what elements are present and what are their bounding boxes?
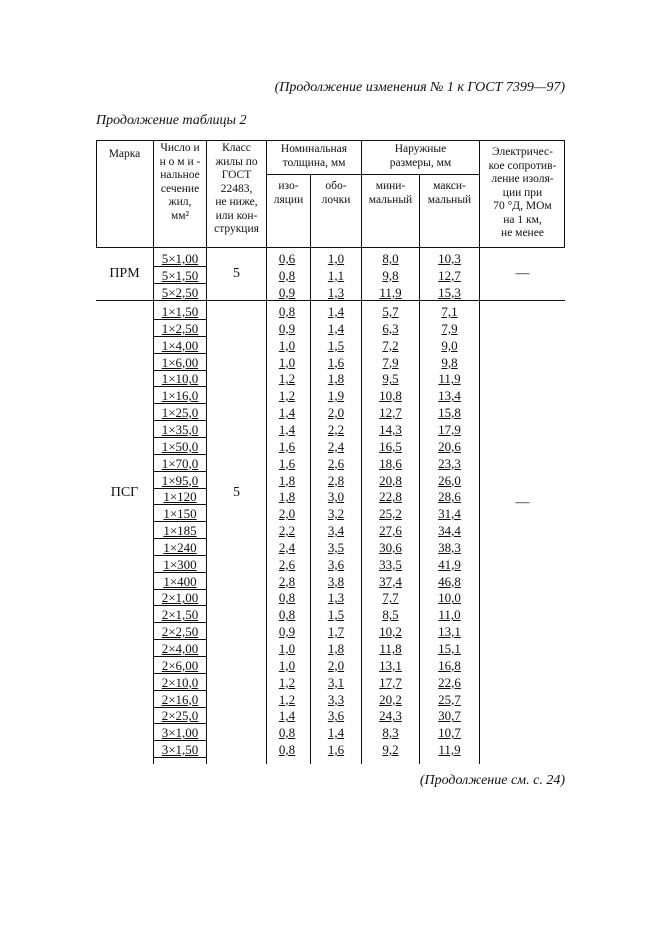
group-mark-prm: ПРМ xyxy=(109,266,140,281)
max-cell: 7,9 xyxy=(441,320,458,336)
table-row xyxy=(96,539,565,556)
sheath-cell: 1,0 xyxy=(327,251,345,266)
cores-cell: 1×6,00 xyxy=(161,354,199,370)
insulation-cell: 0,9 xyxy=(278,284,296,300)
max-cell: 20,6 xyxy=(438,438,461,454)
max-cell: 15,1 xyxy=(438,641,461,656)
min-cell: 8,3 xyxy=(382,725,399,741)
min-cell: 5,7 xyxy=(382,304,399,319)
group-resistance-psg: — xyxy=(515,495,530,510)
sheath-cell: 1,4 xyxy=(327,320,345,336)
min-cell: 8,0 xyxy=(382,251,399,266)
page-footer: (Продолжение см. с. 24) xyxy=(419,773,565,788)
table-row xyxy=(96,573,565,590)
col-header-cores: Число и н о м и - нальное сечение жил, мм² xyxy=(159,142,201,222)
table-row xyxy=(96,404,565,421)
insulation-cell: 1,4 xyxy=(278,708,296,724)
sheath-cell: 2,2 xyxy=(327,421,345,437)
cores-cell: 2×25,0 xyxy=(161,708,199,724)
table-row xyxy=(96,320,565,337)
min-cell: 18,6 xyxy=(379,455,402,471)
min-cell: 6,3 xyxy=(382,320,399,336)
cores-cell: 1×50,0 xyxy=(161,438,199,454)
grid-line xyxy=(96,247,565,248)
max-cell: 46,8 xyxy=(438,573,461,589)
min-cell: 10,8 xyxy=(379,388,402,404)
min-cell: 20,2 xyxy=(379,691,402,707)
col-header-sheath: обо- лочки xyxy=(321,180,351,206)
max-cell: 38,3 xyxy=(438,539,461,555)
cores-cell: 1×35,0 xyxy=(161,421,199,437)
max-cell: 17,9 xyxy=(438,421,461,437)
cores-cell: 2×16,0 xyxy=(161,691,199,707)
cores-cell: 5×1,00 xyxy=(161,251,199,266)
min-cell: 25,2 xyxy=(379,506,402,522)
min-cell: 10,2 xyxy=(379,624,402,640)
table-row xyxy=(96,421,565,438)
cores-cell: 1×16,0 xyxy=(161,388,199,404)
table-row xyxy=(96,337,565,354)
sheath-cell: 1,5 xyxy=(327,337,345,353)
table-row xyxy=(96,724,565,741)
cores-cell: 1×2,50 xyxy=(161,320,199,336)
insulation-cell: 1,0 xyxy=(278,657,296,673)
min-cell: 22,8 xyxy=(379,489,402,505)
cores-cell: 1×185 xyxy=(163,523,197,539)
table-row xyxy=(96,674,565,691)
insulation-cell: 1,2 xyxy=(278,674,296,690)
sheath-cell: 3,5 xyxy=(327,539,345,555)
min-cell: 20,8 xyxy=(379,472,402,488)
insulation-cell: 0,8 xyxy=(278,267,296,283)
page-header: (Продолжение изменения № 1 к ГОСТ 7399—97) xyxy=(274,80,565,95)
table-subtitle: Продолжение таблицы 2 xyxy=(96,113,247,128)
sheath-cell: 3,1 xyxy=(327,674,345,690)
max-cell: 30,7 xyxy=(438,708,461,724)
sheath-cell: 1,4 xyxy=(327,725,345,741)
insulation-cell: 1,8 xyxy=(278,489,296,505)
min-cell: 9,5 xyxy=(382,371,399,387)
group-resistance-prm: — xyxy=(515,266,530,281)
insulation-cell: 1,6 xyxy=(278,438,296,454)
cores-cell: 2×10,0 xyxy=(161,674,199,690)
min-cell: 30,6 xyxy=(379,539,402,555)
sheath-cell: 3,6 xyxy=(327,556,345,572)
cores-cell: 5×2,50 xyxy=(161,284,199,300)
cores-cell: 1×4,00 xyxy=(161,337,199,353)
min-cell: 11,9 xyxy=(379,284,402,300)
cores-cell: 1×10,0 xyxy=(161,371,199,387)
table-row xyxy=(96,691,565,708)
insulation-cell: 0,6 xyxy=(278,251,296,266)
max-cell: 7,1 xyxy=(441,304,458,319)
max-cell: 11,9 xyxy=(438,742,461,758)
cores-cell: 2×1,00 xyxy=(161,590,199,606)
col-header-max: макси- мальный xyxy=(427,180,472,206)
table-row xyxy=(96,267,565,284)
sheath-cell: 2,4 xyxy=(327,438,345,454)
min-cell: 12,7 xyxy=(379,405,402,421)
group-mark-psg: ПСГ xyxy=(110,485,139,500)
sheath-cell: 3,0 xyxy=(327,489,345,505)
sheath-cell: 1,8 xyxy=(327,371,345,387)
max-cell: 10,3 xyxy=(438,251,461,266)
min-cell: 37,4 xyxy=(379,573,402,589)
max-cell: 15,8 xyxy=(438,405,461,421)
sheath-cell: 2,6 xyxy=(327,455,345,471)
max-cell: 25,7 xyxy=(438,691,461,707)
insulation-cell: 1,2 xyxy=(278,371,296,387)
table-row xyxy=(96,640,565,657)
min-cell: 7,7 xyxy=(382,590,399,606)
cores-cell: 2×6,00 xyxy=(161,657,199,673)
grid-line xyxy=(267,174,479,175)
sheath-cell: 1,6 xyxy=(327,354,345,370)
max-cell: 11,9 xyxy=(438,371,461,387)
sheath-cell: 1,3 xyxy=(327,284,345,300)
table-row xyxy=(96,606,565,623)
sheath-cell: 3,8 xyxy=(327,573,345,589)
cores-cell: 3×1,00 xyxy=(161,725,199,741)
max-cell: 26,0 xyxy=(438,472,461,488)
insulation-cell: 0,9 xyxy=(278,320,296,336)
sheath-cell: 3,4 xyxy=(327,523,345,539)
cores-cell: 1×25,0 xyxy=(161,405,199,421)
max-cell: 23,3 xyxy=(438,455,461,471)
table-row xyxy=(96,623,565,640)
cores-cell: 1×95,0 xyxy=(161,472,199,488)
grid-line xyxy=(96,140,565,141)
table-row xyxy=(96,455,565,472)
table-row xyxy=(96,707,565,724)
table-row xyxy=(96,657,565,674)
table-row xyxy=(96,589,565,606)
min-cell: 13,1 xyxy=(379,657,402,673)
table-row xyxy=(96,303,565,320)
sheath-cell: 3,2 xyxy=(327,506,345,522)
sheath-cell: 1,3 xyxy=(327,590,345,606)
min-cell: 7,9 xyxy=(382,354,399,370)
max-cell: 9,0 xyxy=(441,337,458,353)
max-cell: 16,8 xyxy=(438,657,461,673)
min-cell: 7,2 xyxy=(382,337,399,353)
max-cell: 13,4 xyxy=(438,388,461,404)
table-row xyxy=(96,556,565,573)
cores-cell: 5×1,50 xyxy=(161,267,199,283)
cores-cell: 2×4,00 xyxy=(161,641,199,656)
max-cell: 13,1 xyxy=(438,624,461,640)
max-cell: 31,4 xyxy=(438,506,461,522)
insulation-cell: 0,8 xyxy=(278,742,296,758)
table-row xyxy=(96,284,565,301)
group-class-prm: 5 xyxy=(233,266,240,281)
insulation-cell: 0,8 xyxy=(278,725,296,741)
col-header-outer: Наружные размеры, мм xyxy=(389,143,452,169)
insulation-cell: 1,6 xyxy=(278,455,296,471)
max-cell: 15,3 xyxy=(438,284,461,300)
max-cell: 11,0 xyxy=(438,607,461,623)
insulation-cell: 1,0 xyxy=(278,641,296,656)
insulation-cell: 2,6 xyxy=(278,556,296,572)
insulation-cell: 0,9 xyxy=(278,624,296,640)
cores-cell: 2×2,50 xyxy=(161,624,199,640)
max-cell: 10,0 xyxy=(438,590,461,606)
sheath-cell: 2,8 xyxy=(327,472,345,488)
insulation-cell: 1,4 xyxy=(278,421,296,437)
sheath-cell: 1,6 xyxy=(327,742,345,758)
cable-table xyxy=(96,140,565,764)
max-cell: 10,7 xyxy=(438,725,461,741)
cores-cell: 1×400 xyxy=(163,573,197,589)
insulation-cell: 2,4 xyxy=(278,539,296,555)
cores-cell: 1×150 xyxy=(163,506,197,522)
cores-cell: 1×70,0 xyxy=(161,455,199,471)
table-row xyxy=(96,370,565,387)
table-row xyxy=(96,438,565,455)
cores-cell: 1×240 xyxy=(163,539,197,555)
max-cell: 41,9 xyxy=(438,556,461,572)
insulation-cell: 0,8 xyxy=(278,590,296,606)
max-cell: 28,6 xyxy=(438,489,461,505)
insulation-cell: 1,8 xyxy=(278,472,296,488)
insulation-cell: 2,2 xyxy=(278,523,296,539)
table-row xyxy=(96,250,565,267)
sheath-cell: 1,7 xyxy=(327,624,345,640)
min-cell: 9,2 xyxy=(382,742,399,758)
min-cell: 11,8 xyxy=(379,641,402,656)
sheath-cell: 1,9 xyxy=(327,388,345,404)
col-header-nominal: Номинальная толщина, мм xyxy=(280,143,348,169)
cores-cell: 1×300 xyxy=(163,556,197,572)
insulation-cell: 1,0 xyxy=(278,354,296,370)
min-cell: 33,5 xyxy=(379,556,402,572)
max-cell: 34,4 xyxy=(438,523,461,539)
table-row xyxy=(96,505,565,522)
table-row xyxy=(96,354,565,371)
sheath-cell: 1,4 xyxy=(327,304,345,319)
table-row xyxy=(96,472,565,489)
min-cell: 9,8 xyxy=(382,267,399,283)
col-header-class: Класс жилы по ГОСТ 22483, не ниже, или кон- струкция xyxy=(214,142,259,235)
table-row xyxy=(96,522,565,539)
max-cell: 9,8 xyxy=(441,354,458,370)
col-header-mark: Марка xyxy=(108,148,141,160)
sheath-cell: 3,3 xyxy=(327,691,345,707)
table-row xyxy=(96,488,565,505)
cores-cell: 1×120 xyxy=(163,489,197,505)
min-cell: 24,3 xyxy=(379,708,402,724)
insulation-cell: 1,0 xyxy=(278,337,296,353)
col-header-min: мини- мальный xyxy=(368,180,413,206)
insulation-cell: 2,0 xyxy=(278,506,296,522)
row-divider xyxy=(154,300,206,301)
min-cell: 27,6 xyxy=(379,523,402,539)
sheath-cell: 2,0 xyxy=(327,657,345,673)
insulation-cell: 1,4 xyxy=(278,405,296,421)
table-row xyxy=(96,741,565,758)
sheath-cell: 2,0 xyxy=(327,405,345,421)
sheath-cell: 1,1 xyxy=(327,267,345,283)
group-class-psg: 5 xyxy=(233,485,240,500)
insulation-cell: 1,2 xyxy=(278,388,296,404)
insulation-cell: 2,8 xyxy=(278,573,296,589)
cores-cell: 1×1,50 xyxy=(161,304,199,319)
max-cell: 22,6 xyxy=(438,674,461,690)
col-header-insulation: изо- ляции xyxy=(273,180,304,206)
min-cell: 17,7 xyxy=(379,674,402,690)
min-cell: 16,5 xyxy=(379,438,402,454)
insulation-cell: 1,2 xyxy=(278,691,296,707)
row-divider xyxy=(154,757,206,758)
sheath-cell: 1,8 xyxy=(327,641,345,656)
min-cell: 14,3 xyxy=(379,421,402,437)
min-cell: 8,5 xyxy=(382,607,399,623)
insulation-cell: 0,8 xyxy=(278,304,296,319)
max-cell: 12,7 xyxy=(438,267,461,283)
sheath-cell: 3,6 xyxy=(327,708,345,724)
table-row xyxy=(96,387,565,404)
cores-cell: 2×1,50 xyxy=(161,607,199,623)
col-header-resistance: Электричес- кое сопротив- ление изоля- ции при 70 °Д, МОм на 1 км, не менее xyxy=(488,146,557,239)
sheath-cell: 1,5 xyxy=(327,607,345,623)
cores-cell: 3×1,50 xyxy=(161,742,199,758)
insulation-cell: 0,8 xyxy=(278,607,296,623)
